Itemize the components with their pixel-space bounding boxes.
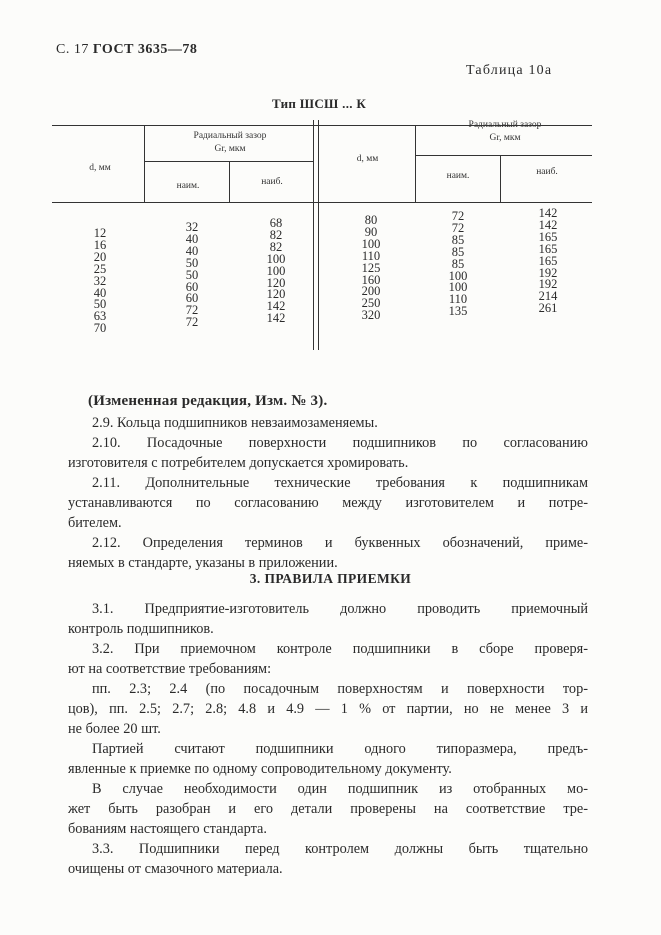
paragraph (68, 839, 588, 879)
table-cell: 50 (93, 297, 107, 312)
page-number: С. 17 (56, 42, 89, 57)
table-cell: 100 (448, 268, 468, 283)
table-cell: 135 (448, 304, 468, 319)
table-cell: 85 (451, 244, 465, 259)
right-min-values (428, 211, 488, 318)
table-cell: 142 (538, 206, 558, 220)
table-cell: 160 (361, 272, 381, 287)
left-min-values (162, 222, 222, 329)
table-cell: 40 (185, 231, 199, 246)
paragraph (68, 739, 588, 779)
text-line: явленные к приемке по одному сопроводительному документу. (68, 761, 452, 777)
text-line: 3.1. Предприятие-изготовитель должно проводить приемочный (92, 601, 588, 617)
text-line: ют на соответствие требованиям: (68, 661, 272, 677)
table-cell: 68 (269, 216, 283, 230)
table-cell: 110 (448, 292, 468, 307)
table-cell: 261 (538, 301, 558, 316)
edited-note: (Измененная редакция, Изм. № 3). (88, 393, 328, 409)
table-cell: 100 (361, 236, 381, 251)
text-line: 2.10. Посадочные поверхности подшипников по согласованию (92, 435, 588, 451)
table-cell: 110 (361, 248, 381, 263)
text-line: В случае необходимости один подшипник из отобранных мо- (92, 781, 588, 797)
table-cell: 85 (451, 256, 465, 271)
page-header (56, 42, 197, 58)
table-title: Тип ШСШ ... К (272, 96, 367, 111)
text-line: жет быть разобран и его детали проверены на соответствие тре- (68, 801, 588, 817)
table-cell: 72 (185, 315, 199, 330)
text-line: очищены от смазочного материала. (68, 861, 283, 877)
paragraph (68, 533, 588, 573)
text-line: няемых в стандарте, указаны в приложении. (68, 555, 338, 571)
text-line: контроль подшипников. (68, 621, 214, 637)
table-vline-2 (229, 161, 230, 203)
clauses-2 (68, 413, 588, 573)
table-vline-3 (313, 120, 314, 350)
table-cell: 60 (185, 279, 199, 294)
left-max-values (246, 218, 306, 325)
table-cell: 16 (93, 237, 107, 252)
table-vline-4 (318, 120, 319, 350)
section-title: 3. ПРАВИЛА ПРИЕМКИ (249, 571, 412, 586)
table-cell: 60 (185, 291, 199, 306)
table-cell: 125 (361, 260, 381, 275)
table-cell: 100 (448, 280, 468, 295)
paragraph (68, 639, 588, 679)
paragraph (68, 679, 588, 739)
table-cell: 100 (266, 263, 286, 278)
table-header-bottom-rule (52, 202, 592, 203)
table-number: Таблица 10а (466, 63, 553, 78)
table-cell: 90 (364, 224, 378, 239)
table-cell: 20 (93, 249, 107, 264)
table-cell: 32 (185, 220, 199, 234)
paragraph (68, 473, 588, 533)
col-gr-left-label: Радиальный зазор (193, 131, 267, 141)
text-line: Партией считают подшипники одного типоразмера, предъ- (92, 741, 588, 757)
col-gr-right-unit: Gr, мкм (489, 133, 521, 143)
standard-code: ГОСТ 3635—78 (92, 42, 198, 57)
text-line: изготовителя с потребителем допускается хромировать. (68, 455, 409, 471)
table-cell: 165 (538, 241, 558, 256)
table-cell: 192 (538, 277, 558, 292)
text-line: 2.11. Дополнительные технические требования к подшипникам (92, 475, 588, 491)
text-line: цов), пп. 2.5; 2.7; 2.8; 4.8 и 4.9 — 1 % от партии, но не менее 3 и (68, 701, 588, 717)
text-line: 2.9. Кольца подшипников невзаимозаменяемы. (92, 415, 378, 431)
text-line: 3.2. При приемочном контроле подшипники в сборе проверя- (92, 641, 588, 657)
paragraph (68, 413, 588, 433)
table-cell: 40 (185, 243, 199, 258)
table-cell: 80 (364, 213, 378, 227)
paragraph (68, 779, 588, 839)
table-cell: 250 (361, 296, 381, 311)
table-cell: 200 (361, 284, 381, 299)
table-cell: 120 (266, 287, 286, 302)
table-cell: 120 (266, 275, 286, 290)
table-cell: 142 (266, 311, 286, 326)
table-vline-6 (500, 155, 501, 203)
table-cell: 100 (266, 251, 286, 266)
right-subheader-rule (415, 155, 592, 156)
table-cell: 192 (538, 265, 558, 280)
table-cell: 32 (93, 273, 107, 288)
table-cell: 85 (451, 232, 465, 247)
col-min-left: наим. (176, 181, 200, 191)
table-cell: 72 (451, 209, 465, 223)
clauses-3 (68, 599, 588, 879)
text-line: 2.12. Определения терминов и буквенных обозначений, приме- (92, 535, 588, 551)
col-gr-right-label: Радиальный зазор (468, 120, 542, 130)
text-line: пп. 2.3; 2.4 (по посадочным поверхностям и поверхности тор- (92, 681, 588, 697)
table-cell: 63 (93, 309, 107, 324)
text-line: бованиям настоящего стандарта. (68, 821, 267, 837)
table-cell: 50 (185, 255, 199, 270)
col-max-right: наиб. (536, 167, 558, 177)
table-cell: 165 (538, 229, 558, 244)
paragraph (68, 599, 588, 639)
table-cell: 12 (93, 226, 107, 240)
table-cell: 70 (93, 321, 107, 336)
table-vline-5 (415, 125, 416, 203)
col-max-left: наиб. (261, 177, 283, 187)
table-vline-1 (144, 125, 145, 203)
table-cell: 214 (538, 289, 558, 304)
col-min-right: наим. (446, 171, 470, 181)
table-cell: 40 (93, 285, 107, 300)
col-gr-left-unit: Gr, мкм (214, 144, 246, 154)
col-d-right: d, мм (356, 154, 379, 164)
table-cell: 50 (185, 267, 199, 282)
col-gr-right (420, 119, 590, 145)
left-d-values (70, 228, 130, 335)
right-d-values (336, 215, 406, 322)
table-cell: 72 (185, 303, 199, 318)
text-line: 3.3. Подшипники перед контролем должны быть тщательно (92, 841, 588, 857)
col-d-left: d, мм (89, 163, 111, 173)
text-line: не более 20 шт. (68, 721, 161, 737)
table-cell: 142 (538, 217, 558, 232)
table-cell: 165 (538, 253, 558, 268)
table-cell: 72 (451, 220, 465, 235)
table-cell: 320 (361, 308, 381, 323)
text-line: бителем. (68, 515, 122, 531)
table-cell: 82 (269, 227, 283, 242)
table-cell: 25 (93, 261, 107, 276)
table-cell: 82 (269, 239, 283, 254)
table-cell: 142 (266, 299, 286, 314)
col-gr-left (150, 130, 310, 156)
right-max-values (513, 208, 583, 315)
paragraph (68, 433, 588, 473)
text-line: устанавливаются по согласованию между изготовителем и потре- (68, 495, 588, 511)
